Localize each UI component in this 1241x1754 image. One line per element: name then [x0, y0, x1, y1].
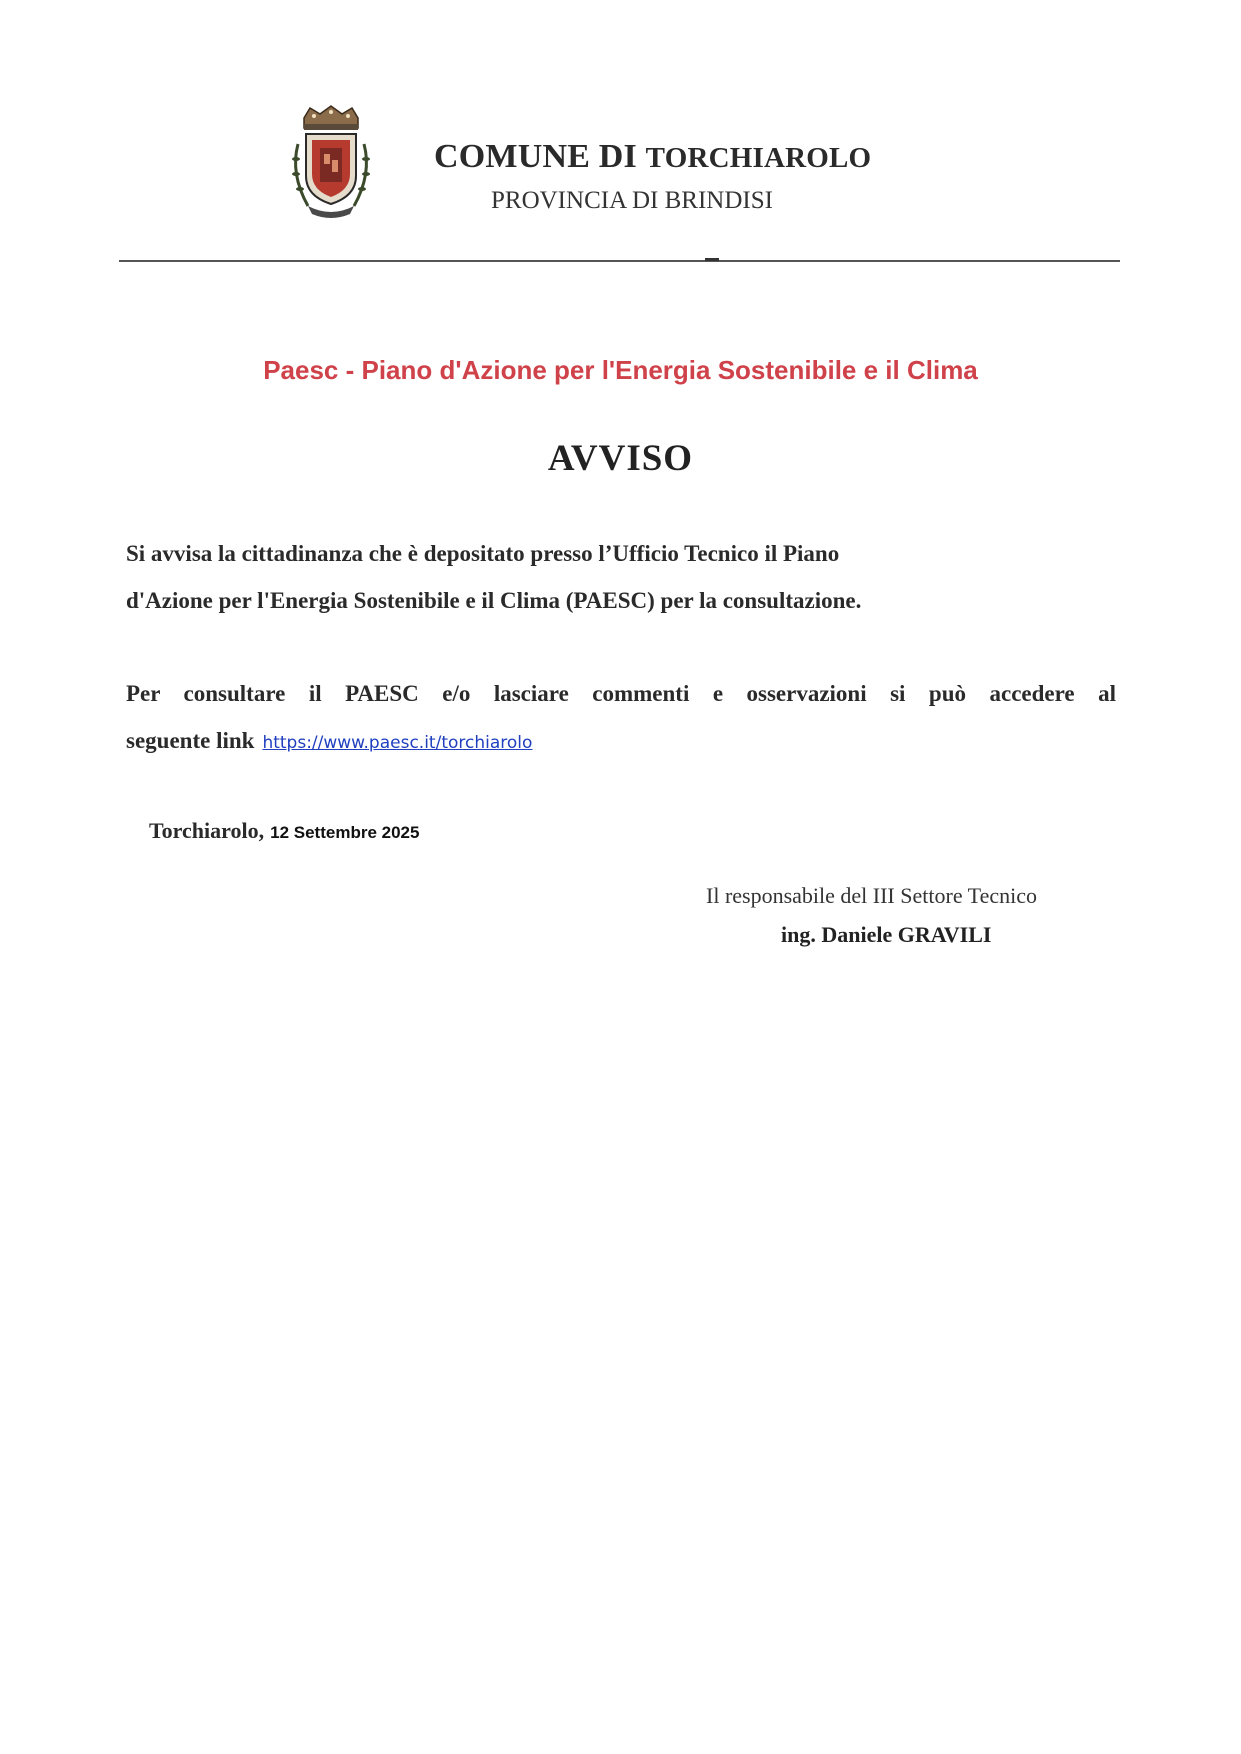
paragraph-2-line-2-text: seguente link	[126, 728, 255, 753]
header-divider-accent	[705, 258, 719, 261]
date: 12 Settembre 2025	[270, 823, 420, 842]
municipality-town: TORCHIAROLO	[645, 142, 872, 174]
paragraph-2-line-1: Per consultare il PAESC e/o lasciare commenti e osservazioni si può accedere al	[126, 681, 1116, 706]
signer-role: Il responsabile del III Settore Tecnico	[706, 883, 1037, 908]
municipality-name	[434, 138, 871, 176]
paragraph-2-line-2	[126, 717, 1116, 767]
notice-paragraph-1	[126, 530, 1116, 624]
municipal-coat-of-arms-icon	[286, 104, 376, 224]
paesc-link[interactable]: https://www.paesc.it/torchiarolo	[262, 733, 533, 753]
plan-title: Paesc - Piano d'Azione per l'Energia Sostenibile e il Clima	[263, 355, 978, 385]
place-date	[149, 818, 419, 844]
notice-paragraph-2	[126, 670, 1116, 767]
paragraph-1-line-2: d'Azione per l'Energia Sostenibile e il Clima (PAESC) per la consultazione.	[126, 588, 862, 613]
place: Torchiarolo,	[149, 818, 265, 843]
header-divider	[119, 260, 1120, 262]
notice-heading: AVVISO	[547, 438, 694, 479]
signer-name: ing. Daniele GRAVILI	[781, 922, 992, 947]
municipality-prefix: COMUNE DI	[434, 138, 637, 175]
province-name: PROVINCIA DI BRINDISI	[491, 187, 773, 214]
paragraph-1-line-1: Si avvisa la cittadinanza che è depositato presso l’Ufficio Tecnico il Piano	[126, 541, 840, 566]
